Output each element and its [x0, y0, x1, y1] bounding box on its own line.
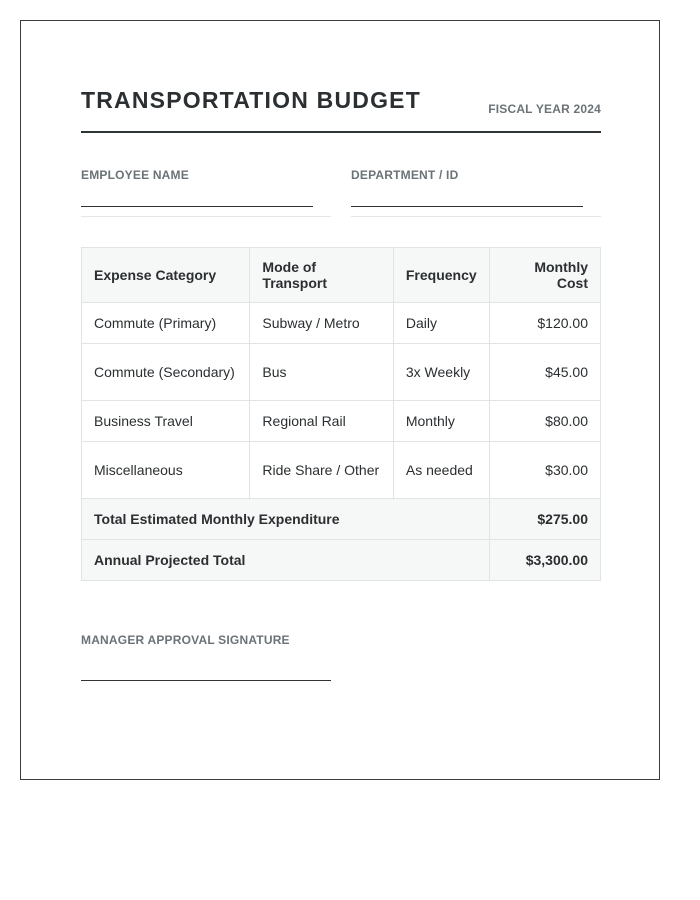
cell-cost: $120.00: [489, 303, 600, 344]
table-row: [82, 442, 601, 499]
employee-name-field[interactable]: [81, 206, 313, 207]
header-monthly-cost-text: Monthly Cost: [534, 259, 588, 291]
cell-frequency: Daily: [393, 303, 489, 344]
cell-cost: $45.00: [489, 344, 600, 401]
table-row: [82, 344, 601, 401]
monthly-total-row: [82, 499, 601, 540]
table-row: [82, 303, 601, 344]
document-title: TRANSPORTATION BUDGET: [81, 87, 421, 113]
annual-total-value: $3,300.00: [489, 540, 600, 581]
fiscal-year-label: FISCAL YEAR 2024: [488, 102, 601, 116]
cell-cost: $30.00: [489, 442, 600, 499]
cell-category: Business Travel: [82, 401, 250, 442]
department-underline: [351, 216, 601, 217]
manager-signature-field[interactable]: [81, 680, 331, 681]
cell-mode: Regional Rail: [250, 401, 393, 442]
department-label: DEPARTMENT / ID: [351, 168, 459, 182]
cell-mode: Ride Share / Other: [250, 442, 393, 499]
employee-name-underline: [81, 216, 331, 217]
department-field[interactable]: [351, 206, 583, 207]
cell-frequency: Monthly: [393, 401, 489, 442]
expense-table: [81, 247, 601, 581]
manager-signature-label: MANAGER APPROVAL SIGNATURE: [81, 633, 290, 647]
header-expense-category: Expense Category: [82, 248, 250, 303]
table-header-row: [82, 248, 601, 303]
cell-frequency: As needed: [393, 442, 489, 499]
annual-total-row: [82, 540, 601, 581]
monthly-total-label: Total Estimated Monthly Expenditure: [82, 499, 490, 540]
cell-category: Miscellaneous: [82, 442, 250, 499]
cell-mode: Bus: [250, 344, 393, 401]
cell-frequency: 3x Weekly: [393, 344, 489, 401]
table-row: [82, 401, 601, 442]
header-monthly-cost: [489, 248, 600, 303]
header-mode-of-transport: Mode of Transport: [250, 248, 393, 303]
header-frequency: Frequency: [393, 248, 489, 303]
budget-sheet: [20, 20, 660, 780]
cell-category: Commute (Primary): [82, 303, 250, 344]
cell-cost: $80.00: [489, 401, 600, 442]
monthly-total-value: $275.00: [489, 499, 600, 540]
cell-category: Commute (Secondary): [82, 344, 250, 401]
annual-total-label: Annual Projected Total: [82, 540, 490, 581]
document-header: [81, 87, 601, 133]
employee-name-label: EMPLOYEE NAME: [81, 168, 189, 182]
cell-mode: Subway / Metro: [250, 303, 393, 344]
